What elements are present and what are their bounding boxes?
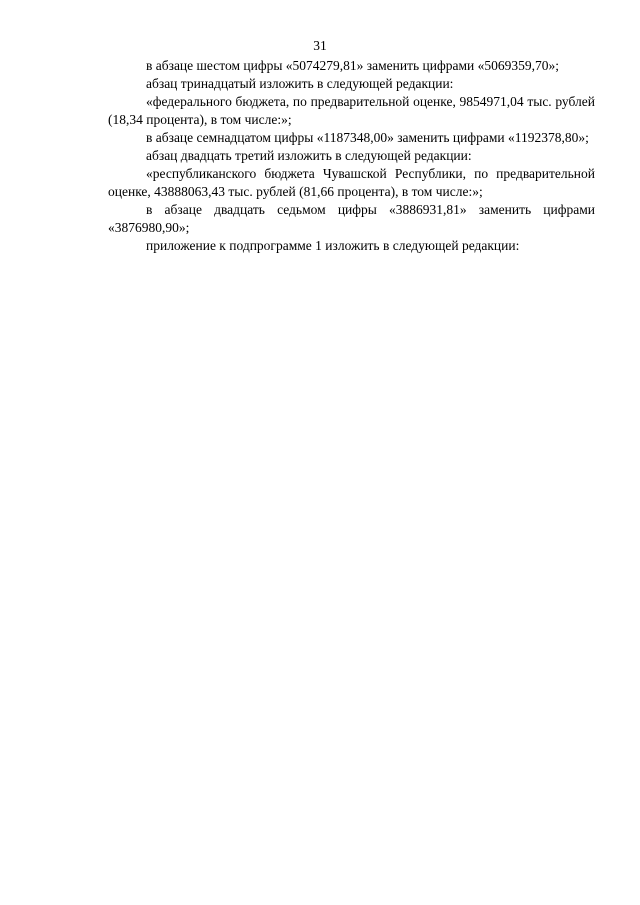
paragraph-amend-paragraph-27: в абзаце двадцать седьмом цифры «3886931,81» заменить цифрами «3876980,90»; <box>108 202 595 235</box>
page-number: 31 <box>313 38 327 53</box>
paragraph-appendix-restate: приложение к подпрограмме 1 изложить в следующей редакции: <box>146 238 520 253</box>
paragraph-federal-budget: «федерального бюджета, по предварительной оценке, 9854971,04 тыс. рублей (18,34 процента), в том числе:»; <box>108 94 595 127</box>
document-body <box>108 57 595 255</box>
paragraph-amend-paragraph-17: в абзаце семнадцатом цифры «1187348,00» заменить цифрами «1192378,80»; <box>146 130 589 145</box>
paragraph-republican-budget: «республиканского бюджета Чувашской Республики, по предварительной оценке, 43888063,43 тыс. рублей (81,66 процента), в том числе:»; <box>108 166 595 199</box>
paragraph-restate-paragraph-13: абзац тринадцатый изложить в следующей редакции: <box>146 76 454 91</box>
paragraph-restate-paragraph-23: абзац двадцать третий изложить в следующей редакции: <box>146 148 472 163</box>
paragraph-amend-paragraph-6: в абзаце шестом цифры «5074279,81» заменить цифрами «5069359,70»; <box>146 58 559 73</box>
